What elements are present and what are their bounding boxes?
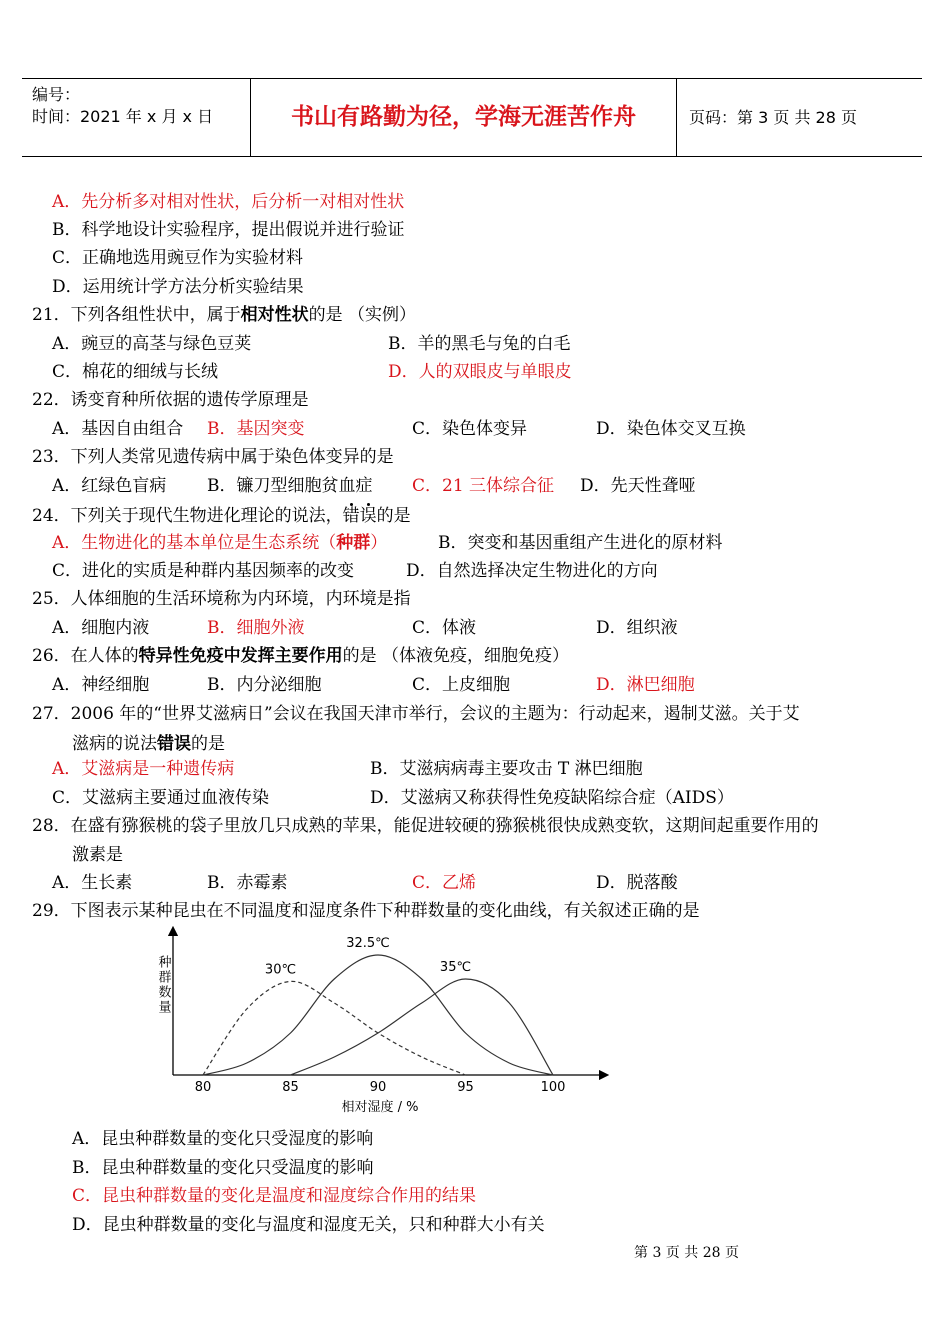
q21-stem [32, 304, 416, 326]
q28-option-a: A．生长素 [52, 873, 133, 893]
q23-option-b: B．镰刀型细胞贫血症 [207, 476, 373, 496]
q25-option-b: B．细胞外液 [207, 618, 305, 638]
q22-option-d: D．染色体交叉互换 [596, 419, 746, 439]
q24-stem-pre: 24．下列关于现代生物进化理论的说法， [32, 506, 343, 526]
q21-stem-pre: 21．下列各组性状中，属于 [32, 305, 241, 325]
page-footer: 第 3 页 共 28 页 [634, 1245, 739, 1261]
page-info: 页码：第 3 页 共 28 页 [689, 108, 857, 127]
q24-option-b: B．突变和基因重组产生进化的原材料 [438, 533, 723, 553]
y-axis-label: 种群数量 [155, 955, 171, 1015]
series-curve [291, 979, 554, 1075]
q24-stem-emphasis-2: 误 [359, 506, 377, 526]
q25-stem: 25．人体细胞的生活环境称为内环境，内环境是指 [32, 589, 411, 609]
q21-option-d: D．人的双眼皮与单眼皮 [388, 362, 572, 382]
q22-option-c: C．染色体变异 [412, 419, 528, 439]
q24-stem-post: 的是 [376, 506, 411, 526]
q23-option-a: A．红绿色盲病 [52, 476, 167, 496]
q24-option-a-bold: 种群 [336, 533, 371, 553]
motto: 书山有路勤为径，学海无涯苦作舟 [291, 104, 636, 130]
q26-stem [32, 645, 569, 667]
q21-option-b: B．羊的黑毛与兔的白毛 [388, 334, 571, 354]
q27-option-a: A．艾滋病是一种遗传病 [52, 759, 235, 779]
q21-option-c: C．棉花的细绒与长绒 [52, 362, 219, 382]
series-curves [203, 955, 553, 1075]
q28-option-d: D．脱落酸 [596, 873, 678, 893]
q24-option-a-pre: A．生物进化的基本单位是生态系统（ [52, 533, 337, 553]
q24-option-a [52, 532, 387, 554]
q25-option-c: C．体液 [412, 618, 477, 638]
q27-stem-bold: 错误 [157, 734, 191, 754]
q27-stem-post: 的是 [191, 734, 225, 754]
q27-stem-pre: 滋病的说法 [72, 734, 157, 754]
q26-stem-pre: 26．在人体的 [32, 646, 139, 666]
q22-stem: 22．诱变育种所依据的遗传学原理是 [32, 390, 309, 410]
x-tick-label: 95 [457, 1080, 474, 1095]
q20-option-b: B．科学地设计实验程序，提出假说并进行验证 [52, 220, 405, 240]
q24-option-d: D．自然选择决定生物进化的方向 [406, 561, 658, 581]
q28-option-c: C．乙烯 [412, 873, 477, 893]
q26-option-d: D．淋巴细胞 [596, 675, 695, 695]
x-tick-label: 90 [369, 1080, 387, 1095]
header-page-cell [677, 79, 922, 156]
page-header [22, 78, 922, 157]
q27-option-b: B．艾滋病病毒主要攻击 T 淋巴细胞 [370, 759, 643, 779]
serial-label: 编号： [32, 85, 81, 104]
q22-option-a: A．基因自由组合 [52, 419, 184, 439]
q23-stem: 23．下列人类常见遗传病中属于染色体变异的是 [32, 447, 394, 467]
population-humidity-chart [150, 925, 610, 1120]
q29-option-c: C．昆虫种群数量的变化是温度和湿度综合作用的结果 [72, 1186, 477, 1206]
q20-option-a: A．先分析多对相对性状，后分析一对相对性状 [52, 192, 405, 212]
q22-option-b: B．基因突变 [207, 419, 305, 439]
q24-stem-emphasis-1: 错 [342, 506, 360, 526]
series-label: 32.5℃ [346, 936, 390, 951]
q23-option-c: C．21 三体综合征 [412, 476, 555, 496]
q23-option-d: D．先天性聋哑 [580, 476, 696, 496]
q27-stem-line2 [72, 733, 225, 755]
q24-option-a-post: ） [370, 533, 388, 553]
q27-stem-line1: 27．2006 年的“世界艾滋病日”会议在我国天津市举行，会议的主题为：行动起来，遏制艾滋。关于艾 [32, 704, 800, 724]
header-motto-cell [251, 79, 677, 156]
series-label: 30℃ [264, 962, 297, 978]
q28-option-b: B．赤霉素 [207, 873, 288, 893]
q29-option-d: D．昆虫种群数量的变化与温度和湿度无关，只和种群大小有关 [72, 1215, 545, 1235]
q21-stem-post: 的是 （实例） [308, 305, 417, 325]
q26-stem-post: 的是 （体液免疫，细胞免疫） [342, 646, 570, 666]
series-label: 35℃ [439, 960, 472, 975]
header-meta [22, 79, 251, 156]
q24-stem [32, 505, 411, 527]
q20-option-d: D．运用统计学方法分析实验结果 [52, 277, 304, 297]
q26-stem-bold: 特异性免疫中发挥主要作用 [138, 646, 343, 666]
x-axis-label: 相对湿度 / % [341, 1100, 419, 1115]
q29-stem: 29．下图表示某种昆虫在不同温度和湿度条件下种群数量的变化曲线，有关叙述正确的是 [32, 901, 700, 921]
time-label: 时间：2021 年 x 月 x 日 [32, 107, 214, 126]
x-tick-label: 85 [282, 1080, 299, 1095]
q28-stem-line2: 激素是 [72, 845, 123, 865]
q27-option-d: D．艾滋病又称获得性免疫缺陷综合症（AIDS） [370, 788, 734, 808]
q24-option-c: C．进化的实质是种群内基因频率的改变 [52, 561, 355, 581]
series-curve [203, 981, 466, 1075]
q25-option-d: D．组织液 [596, 618, 678, 638]
q26-option-a: A．神经细胞 [52, 675, 150, 695]
q26-option-b: B．内分泌细胞 [207, 675, 322, 695]
q26-option-c: C．上皮细胞 [412, 675, 511, 695]
x-tick-label: 100 [540, 1080, 566, 1095]
q28-stem-line1: 28．在盛有猕猴桃的袋子里放几只成熟的苹果，能促进较硬的猕猴桃很快成熟变软，这期间起重要作用的 [32, 816, 819, 836]
series-curve [203, 955, 553, 1075]
q27-option-c: C．艾滋病主要通过血液传染 [52, 788, 270, 808]
x-tick-labels [195, 1080, 566, 1095]
q21-option-a: A．豌豆的高茎与绿色豆荚 [52, 334, 252, 354]
q29-option-a: A．昆虫种群数量的变化只受湿度的影响 [72, 1129, 374, 1149]
q20-option-c: C．正确地选用豌豆作为实验材料 [52, 248, 304, 268]
q21-stem-bold: 相对性状 [240, 305, 309, 325]
q29-option-b: B．昆虫种群数量的变化只受温度的影响 [72, 1158, 374, 1178]
q25-option-a: A．细胞内液 [52, 618, 150, 638]
x-tick-label: 80 [194, 1080, 212, 1095]
